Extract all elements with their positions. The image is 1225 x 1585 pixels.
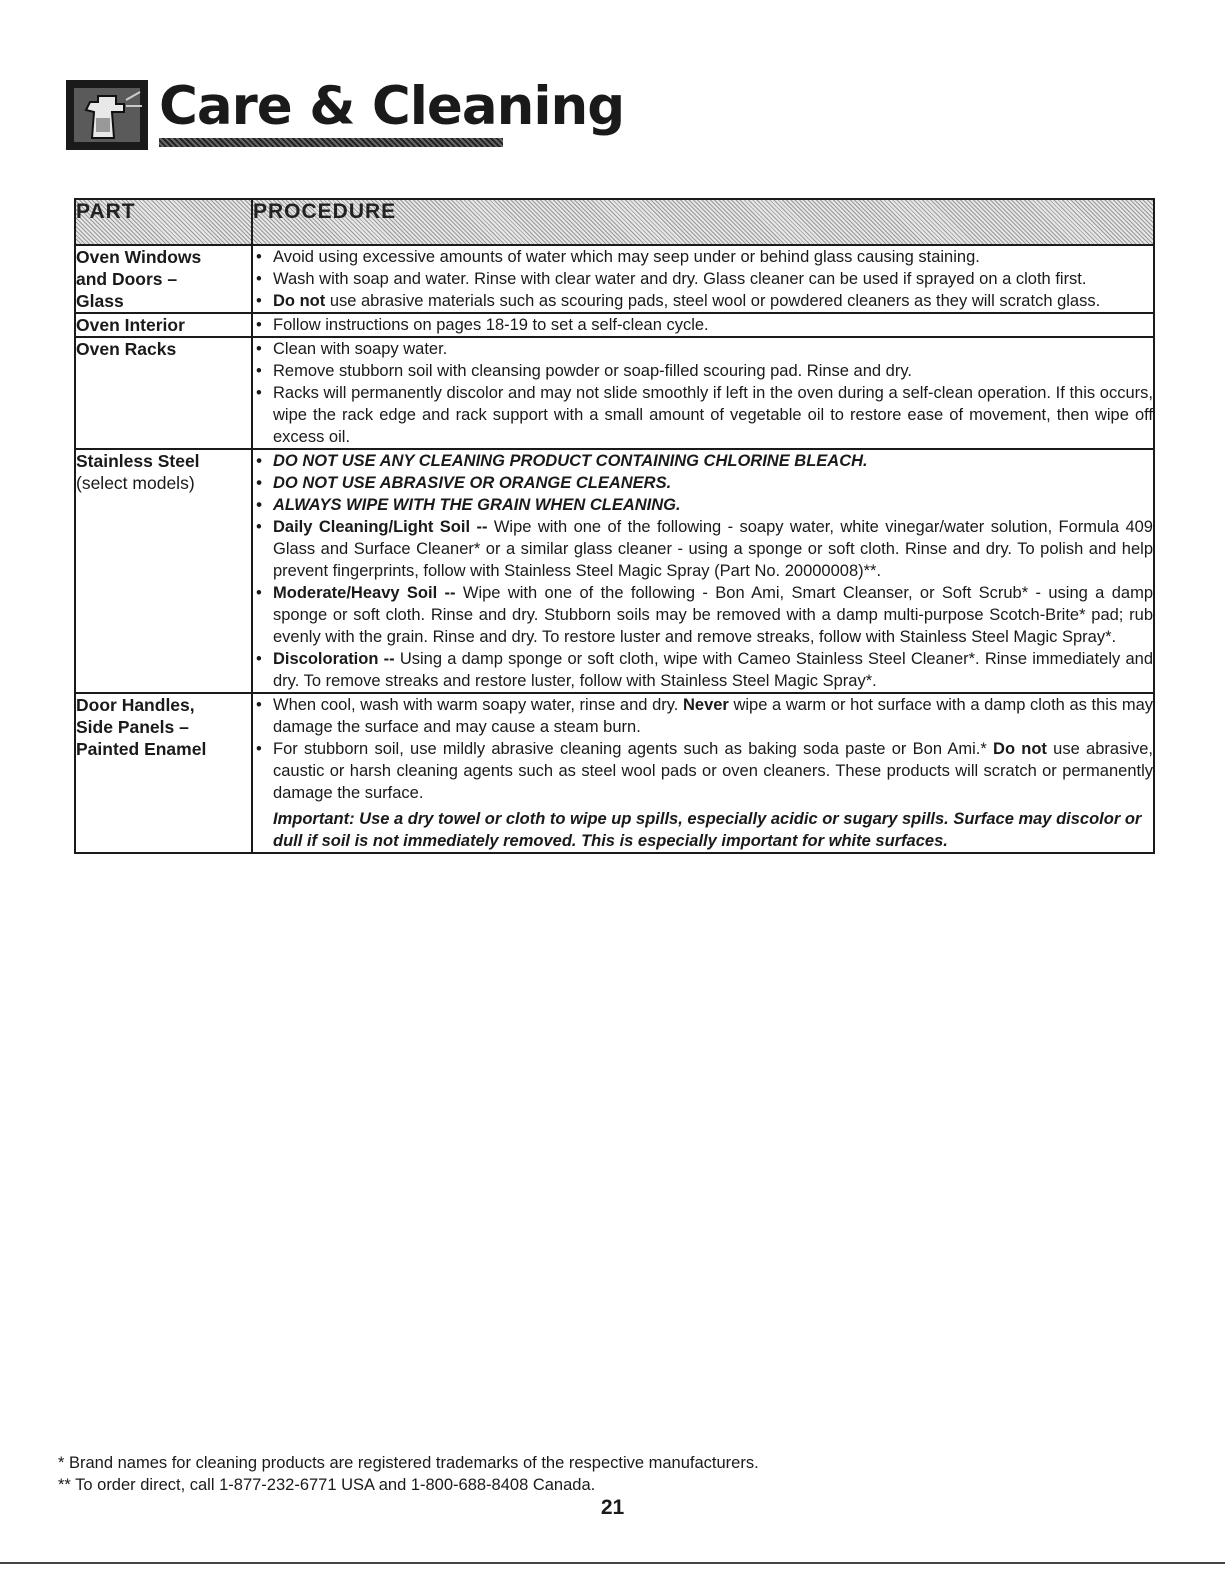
list-item: • Clean with soapy water.	[253, 338, 1153, 360]
part-cell: Oven Racks	[75, 337, 252, 449]
table-row	[75, 693, 1154, 853]
bottom-divider	[0, 1562, 1225, 1564]
list-item: • Racks will permanently discolor and may not slide smoothly if left in the oven during a self-clean operation. If this occurs, wipe the rack edge and rack support with a small amount of vegetable oil to restore ease of movement, then wipe off excess oil.	[253, 382, 1153, 448]
table-row	[75, 449, 1154, 693]
list-item: • Follow instructions on pages 18-19 to set a self-clean cycle.	[253, 314, 1153, 336]
warning-item: • DO NOT USE ABRASIVE OR ORANGE CLEANERS.	[253, 472, 1153, 494]
page-header	[66, 70, 625, 150]
procedure-cell	[252, 245, 1154, 313]
list-item: • Wash with soap and water. Rinse with clear water and dry. Glass cleaner can be used if sprayed on a cloth first.	[253, 268, 1153, 290]
column-header-part: PART	[75, 199, 252, 245]
list-item: • Daily Cleaning/Light Soil -- Wipe with one of the following - soapy water, white vinegar/water solution, Formula 409 Glass and Surface Cleaner* or a similar glass cleaner - using a sponge or soft cloth. Rinse and dry. To polish and help prevent fingerprints, follow with Stainless Steel Magic Spray (Part No. 20000008)**.	[253, 516, 1153, 582]
procedure-cell	[252, 337, 1154, 449]
part-cell: Door Handles, Side Panels – Painted Enamel	[75, 693, 252, 853]
title-underline	[159, 138, 503, 147]
warning-item: • DO NOT USE ANY CLEANING PRODUCT CONTAINING CHLORINE BLEACH.	[253, 450, 1153, 472]
footnote-trademarks: * Brand names for cleaning products are registered trademarks of the respective manufacturers.	[58, 1454, 759, 1472]
important-note: Important: Use a dry towel or cloth to wipe up spills, especially acidic or sugary spills. Surface may discolor or dull if soil is not immediately removed. This is especially important for white surfaces.	[273, 810, 1142, 850]
list-item: • Remove stubborn soil with cleansing powder or soap-filled scouring pad. Rinse and dry.	[253, 360, 1153, 382]
part-cell: Oven Interior	[75, 313, 252, 337]
table-row	[75, 245, 1154, 313]
table-row	[75, 337, 1154, 449]
list-item: • Do not use abrasive materials such as scouring pads, steel wool or powdered cleaners as they will scratch glass.	[253, 290, 1153, 312]
list-item: • When cool, wash with warm soapy water, rinse and dry. Never wipe a warm or hot surface with a damp cloth as this may damage the surface and may cause a steam burn.	[253, 694, 1153, 738]
footnote-order: ** To order direct, call 1-877-232-6771 USA and 1-800-688-8408 Canada.	[58, 1476, 596, 1494]
footnotes	[58, 1452, 1158, 1496]
part-cell: Oven Windows and Doors – Glass	[75, 245, 252, 313]
procedure-cell	[252, 693, 1154, 853]
page-title: Care & Cleaning	[159, 76, 625, 137]
list-item: • For stubborn soil, use mildly abrasive cleaning agents such as baking soda paste or Bon Ami.* Do not use abrasive, caustic or harsh cleaning agents such as steel wool pads or oven cleaners. These products will scratch or permanently damage the surface.	[253, 738, 1153, 804]
column-header-procedure: PROCEDURE	[252, 199, 1154, 245]
procedure-cell	[252, 313, 1154, 337]
warning-item: • ALWAYS WIPE WITH THE GRAIN WHEN CLEANING.	[253, 494, 1153, 516]
spray-bottle-icon	[66, 80, 148, 150]
list-item: • Moderate/Heavy Soil -- Wipe with one of the following - Bon Ami, Smart Cleanser, or Soft Scrub* - using a damp sponge or soft cloth. Rinse and dry. Stubborn soils may be removed with a damp multi-purpose Scotch-Brite* pad; rub evenly with the grain. Rinse and dry. To restore luster and remove streaks, follow with Stainless Steel Magic Spray*.	[253, 582, 1153, 648]
page-number: 21	[600, 1496, 625, 1519]
care-cleaning-table	[74, 198, 1155, 854]
list-item: • Avoid using excessive amounts of water which may seep under or behind glass causing staining.	[253, 246, 1153, 268]
procedure-cell	[252, 449, 1154, 693]
part-cell: Stainless Steel (select models)	[75, 449, 252, 693]
table-header-row	[75, 199, 1154, 245]
table-row	[75, 313, 1154, 337]
list-item: • Discoloration -- Using a damp sponge or soft cloth, wipe with Cameo Stainless Steel Cleaner*. Rinse immediately and dry. To remove streaks and restore luster, follow with Stainless Steel Magic Spray*.	[253, 648, 1153, 692]
